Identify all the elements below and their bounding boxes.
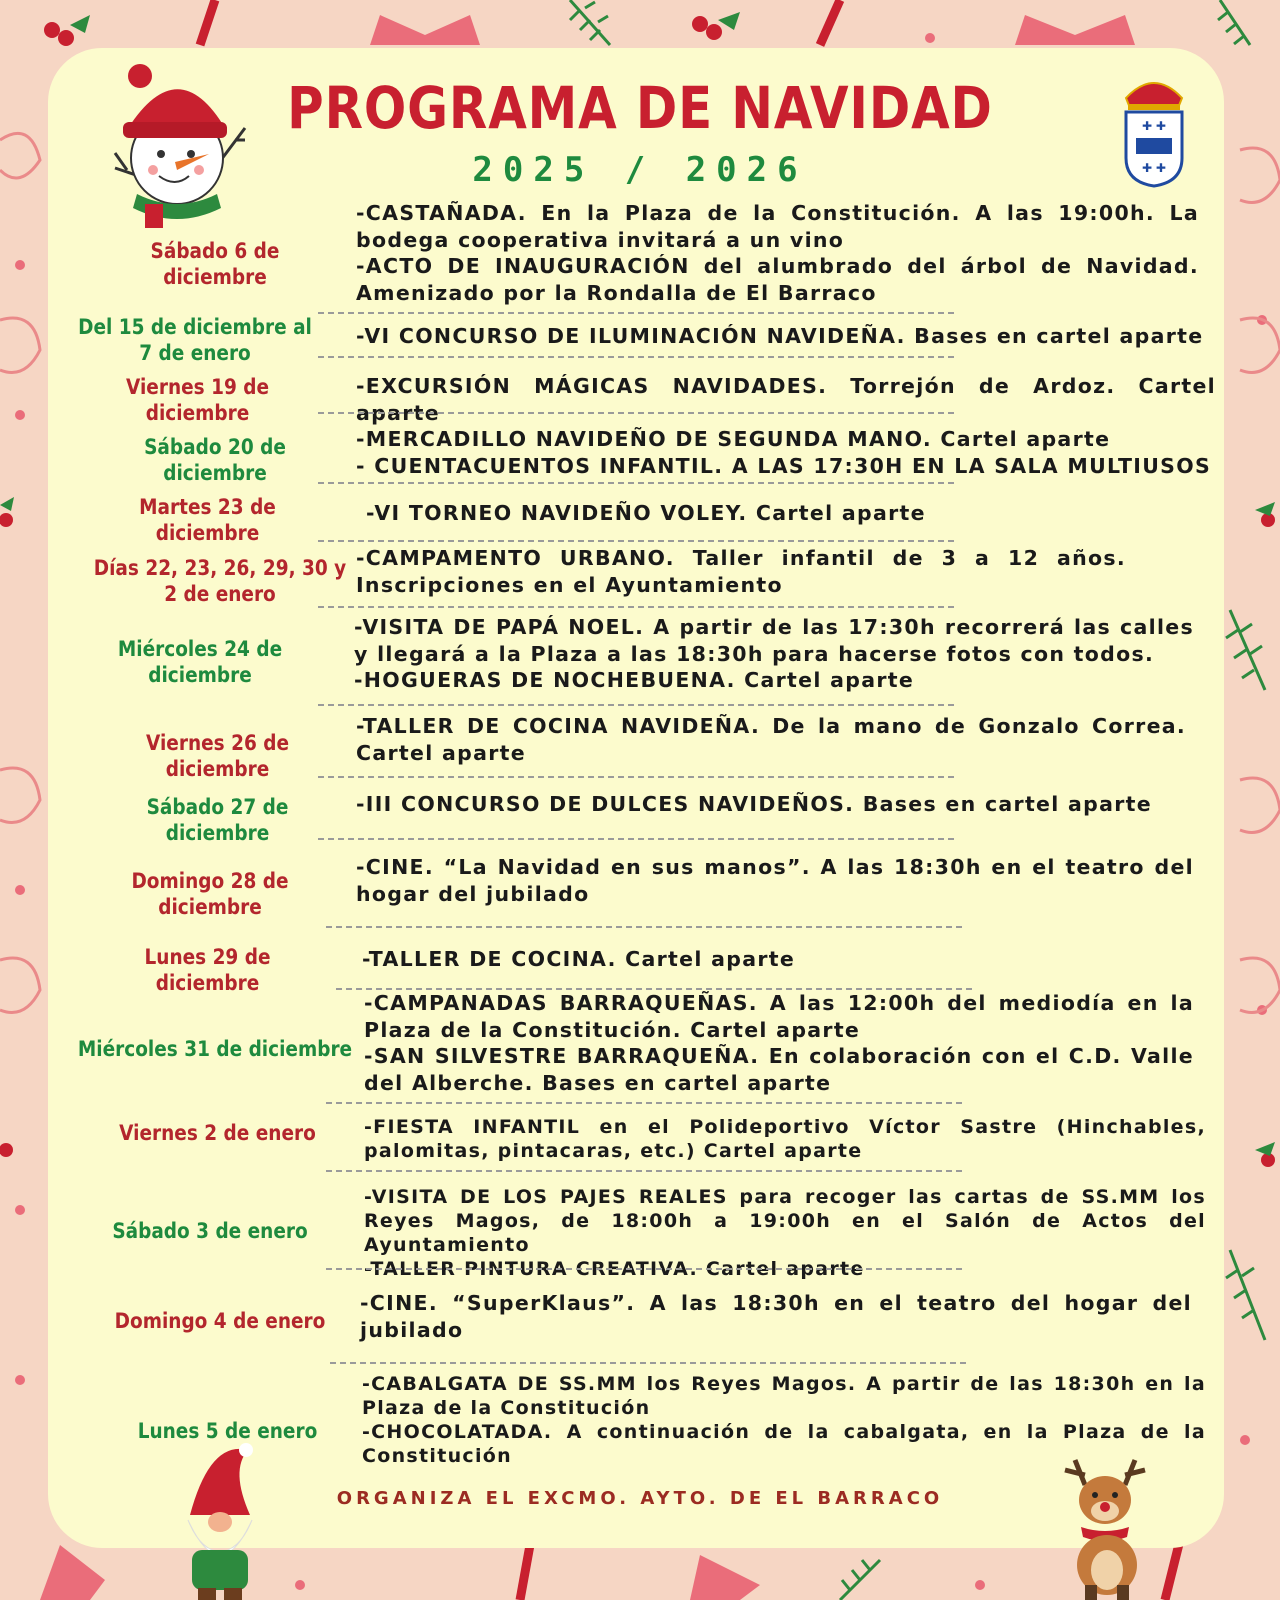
separator (318, 704, 954, 706)
separator (330, 1362, 966, 1364)
event-description (364, 990, 1194, 1096)
event-date: Viernes 2 de enero (119, 1121, 316, 1145)
event-date: Viernes 19 de diciembre (126, 375, 269, 425)
event-line: -III CONCURSO DE DULCES NAVIDEÑOS. Bases en cartel aparte (356, 792, 1152, 816)
separator (318, 412, 954, 414)
event-line: -CAMPAMENTO URBANO. Taller infantil de 3 a 12 años. Inscripciones en el Ayuntamiento (356, 546, 1126, 597)
separator (326, 1102, 962, 1104)
event-line: -MERCADILLO NAVIDEÑO DE SEGUNDA MANO. Cartel aparte (356, 427, 1111, 451)
event-description (362, 946, 1212, 973)
svg-text:✚ ✚: ✚ ✚ (1142, 161, 1166, 175)
event-date: Días 22, 23, 26, 29, 30 y 2 de enero (93, 556, 347, 606)
event-line: -TALLER DE COCINA NAVIDEÑA. De la mano de Gonzalo Correa. Cartel aparte (356, 714, 1186, 765)
event-date: Domingo 4 de enero (114, 1309, 326, 1333)
event-date: Lunes 5 de enero (137, 1419, 318, 1443)
event-date: Del 15 de diciembre al 7 de enero (78, 315, 312, 365)
event-line: -FIESTA INFANTIL en el Polideportivo Víctor Sastre (Hinchables, palomitas, pintacaras, etc.) Cartel aparte (364, 1116, 1206, 1162)
event-date: Sábado 27 de diciembre (146, 795, 289, 845)
event-description (362, 1372, 1206, 1468)
separator (318, 838, 954, 840)
separator (318, 482, 954, 484)
event-date: Sábado 6 de diciembre (150, 239, 280, 289)
event-description (356, 854, 1194, 907)
event-description (356, 713, 1186, 766)
event-line: -HOGUERAS DE NOCHEBUENA. Cartel aparte (354, 668, 915, 692)
separator (318, 606, 954, 608)
event-line: -CAMPANADAS BARRAQUEÑAS. A las 12:00h del mediodía en la Plaza de la Constitución. Cartel aparte (364, 991, 1194, 1042)
event-line: -CINE. “SuperKlaus”. A las 18:30h en el teatro del hogar del jubilado (360, 1291, 1192, 1342)
event-description (356, 323, 1216, 350)
event-description (356, 373, 1216, 426)
event-line: -CHOCOLATADA. A continuación de la cabalgata, en la Plaza de la Constitución (362, 1421, 1206, 1467)
event-description (364, 1115, 1206, 1163)
event-description (360, 1290, 1192, 1343)
event-date: Lunes 29 de diciembre (144, 945, 271, 995)
separator (318, 776, 954, 778)
event-line: -CABALGATA DE SS.MM los Reyes Magos. A partir de las 18:30h en la Plaza de la Constitución (362, 1373, 1206, 1419)
event-line: - CUENTACUENTOS INFANTIL. A LAS 17:30H EN LA SALA MULTIUSOS (356, 453, 1212, 478)
separator (318, 540, 954, 542)
page-title: PROGRAMA DE NAVIDAD (287, 74, 993, 142)
event-date: Miércoles 24 de diciembre (117, 637, 283, 687)
event-line: -EXCURSIÓN MÁGICAS NAVIDADES. Torrejón de Ardoz. Cartel aparte (356, 374, 1216, 425)
event-description (354, 614, 1194, 694)
event-description (356, 545, 1126, 598)
event-date: Miércoles 31 de diciembre (77, 1037, 353, 1061)
event-line: -ACTO DE INAUGURACIÓN del alumbrado del árbol de Navidad. Amenizado por la Rondalla de El Barraco (356, 254, 1199, 305)
organizer-footer: ORGANIZA EL EXCMO. AYTO. DE EL BARRACO (336, 1488, 944, 1509)
event-line: -CASTAÑADA. En la Plaza de la Constitución. A las 19:00h. La bodega cooperativa invitará a un vino (356, 201, 1199, 252)
separator (326, 926, 962, 928)
event-date: Martes 23 de diciembre (139, 495, 276, 545)
event-description (366, 500, 1216, 527)
event-description (356, 791, 1216, 818)
gnome-icon (170, 1440, 270, 1600)
event-date: Sábado 20 de diciembre (144, 435, 286, 485)
separator (326, 1170, 962, 1172)
svg-text:✚ ✚: ✚ ✚ (1142, 119, 1166, 133)
event-line: -VISITA DE LOS PAJES REALES para recoger las cartas de SS.MM los Reyes Magos, de 18:00h a 19:00h en el Salón de Actos del Ayuntamiento (364, 1186, 1206, 1256)
separator (318, 312, 954, 314)
event-line: -VISITA DE PAPÁ NOEL. A partir de las 17:30h recorrerá las calles y llegará a la Plaza a las 18:30h para hacerse fotos con todos. (354, 615, 1194, 666)
event-date: Sábado 3 de enero (112, 1219, 308, 1243)
event-line: -VI CONCURSO DE ILUMINACIÓN NAVIDEÑA. Bases en cartel aparte (356, 324, 1204, 348)
reindeer-icon (1055, 1455, 1165, 1600)
event-line: -CINE. “La Navidad en sus manos”. A las 18:30h en el teatro del hogar del jubilado (356, 855, 1194, 906)
event-description (356, 426, 1216, 479)
event-description (364, 1185, 1206, 1281)
separator (318, 356, 954, 358)
event-line: -VI TORNEO NAVIDEÑO VOLEY. Cartel aparte (366, 501, 926, 525)
event-date: Viernes 26 de diciembre (146, 731, 289, 781)
event-line: -SAN SILVESTRE BARRAQUEÑA. En colaboración con el C.D. Valle del Alberche. Bases en cartel aparte (364, 1044, 1194, 1095)
program-years: 2025 / 2026 (472, 150, 808, 190)
event-date: Domingo 28 de diciembre (131, 869, 289, 919)
event-line: -TALLER PINTURA CREATIVA. Cartel aparte (364, 1258, 865, 1280)
event-line: -TALLER DE COCINA. Cartel aparte (362, 947, 796, 971)
event-description (356, 200, 1199, 306)
separator (326, 1268, 962, 1270)
